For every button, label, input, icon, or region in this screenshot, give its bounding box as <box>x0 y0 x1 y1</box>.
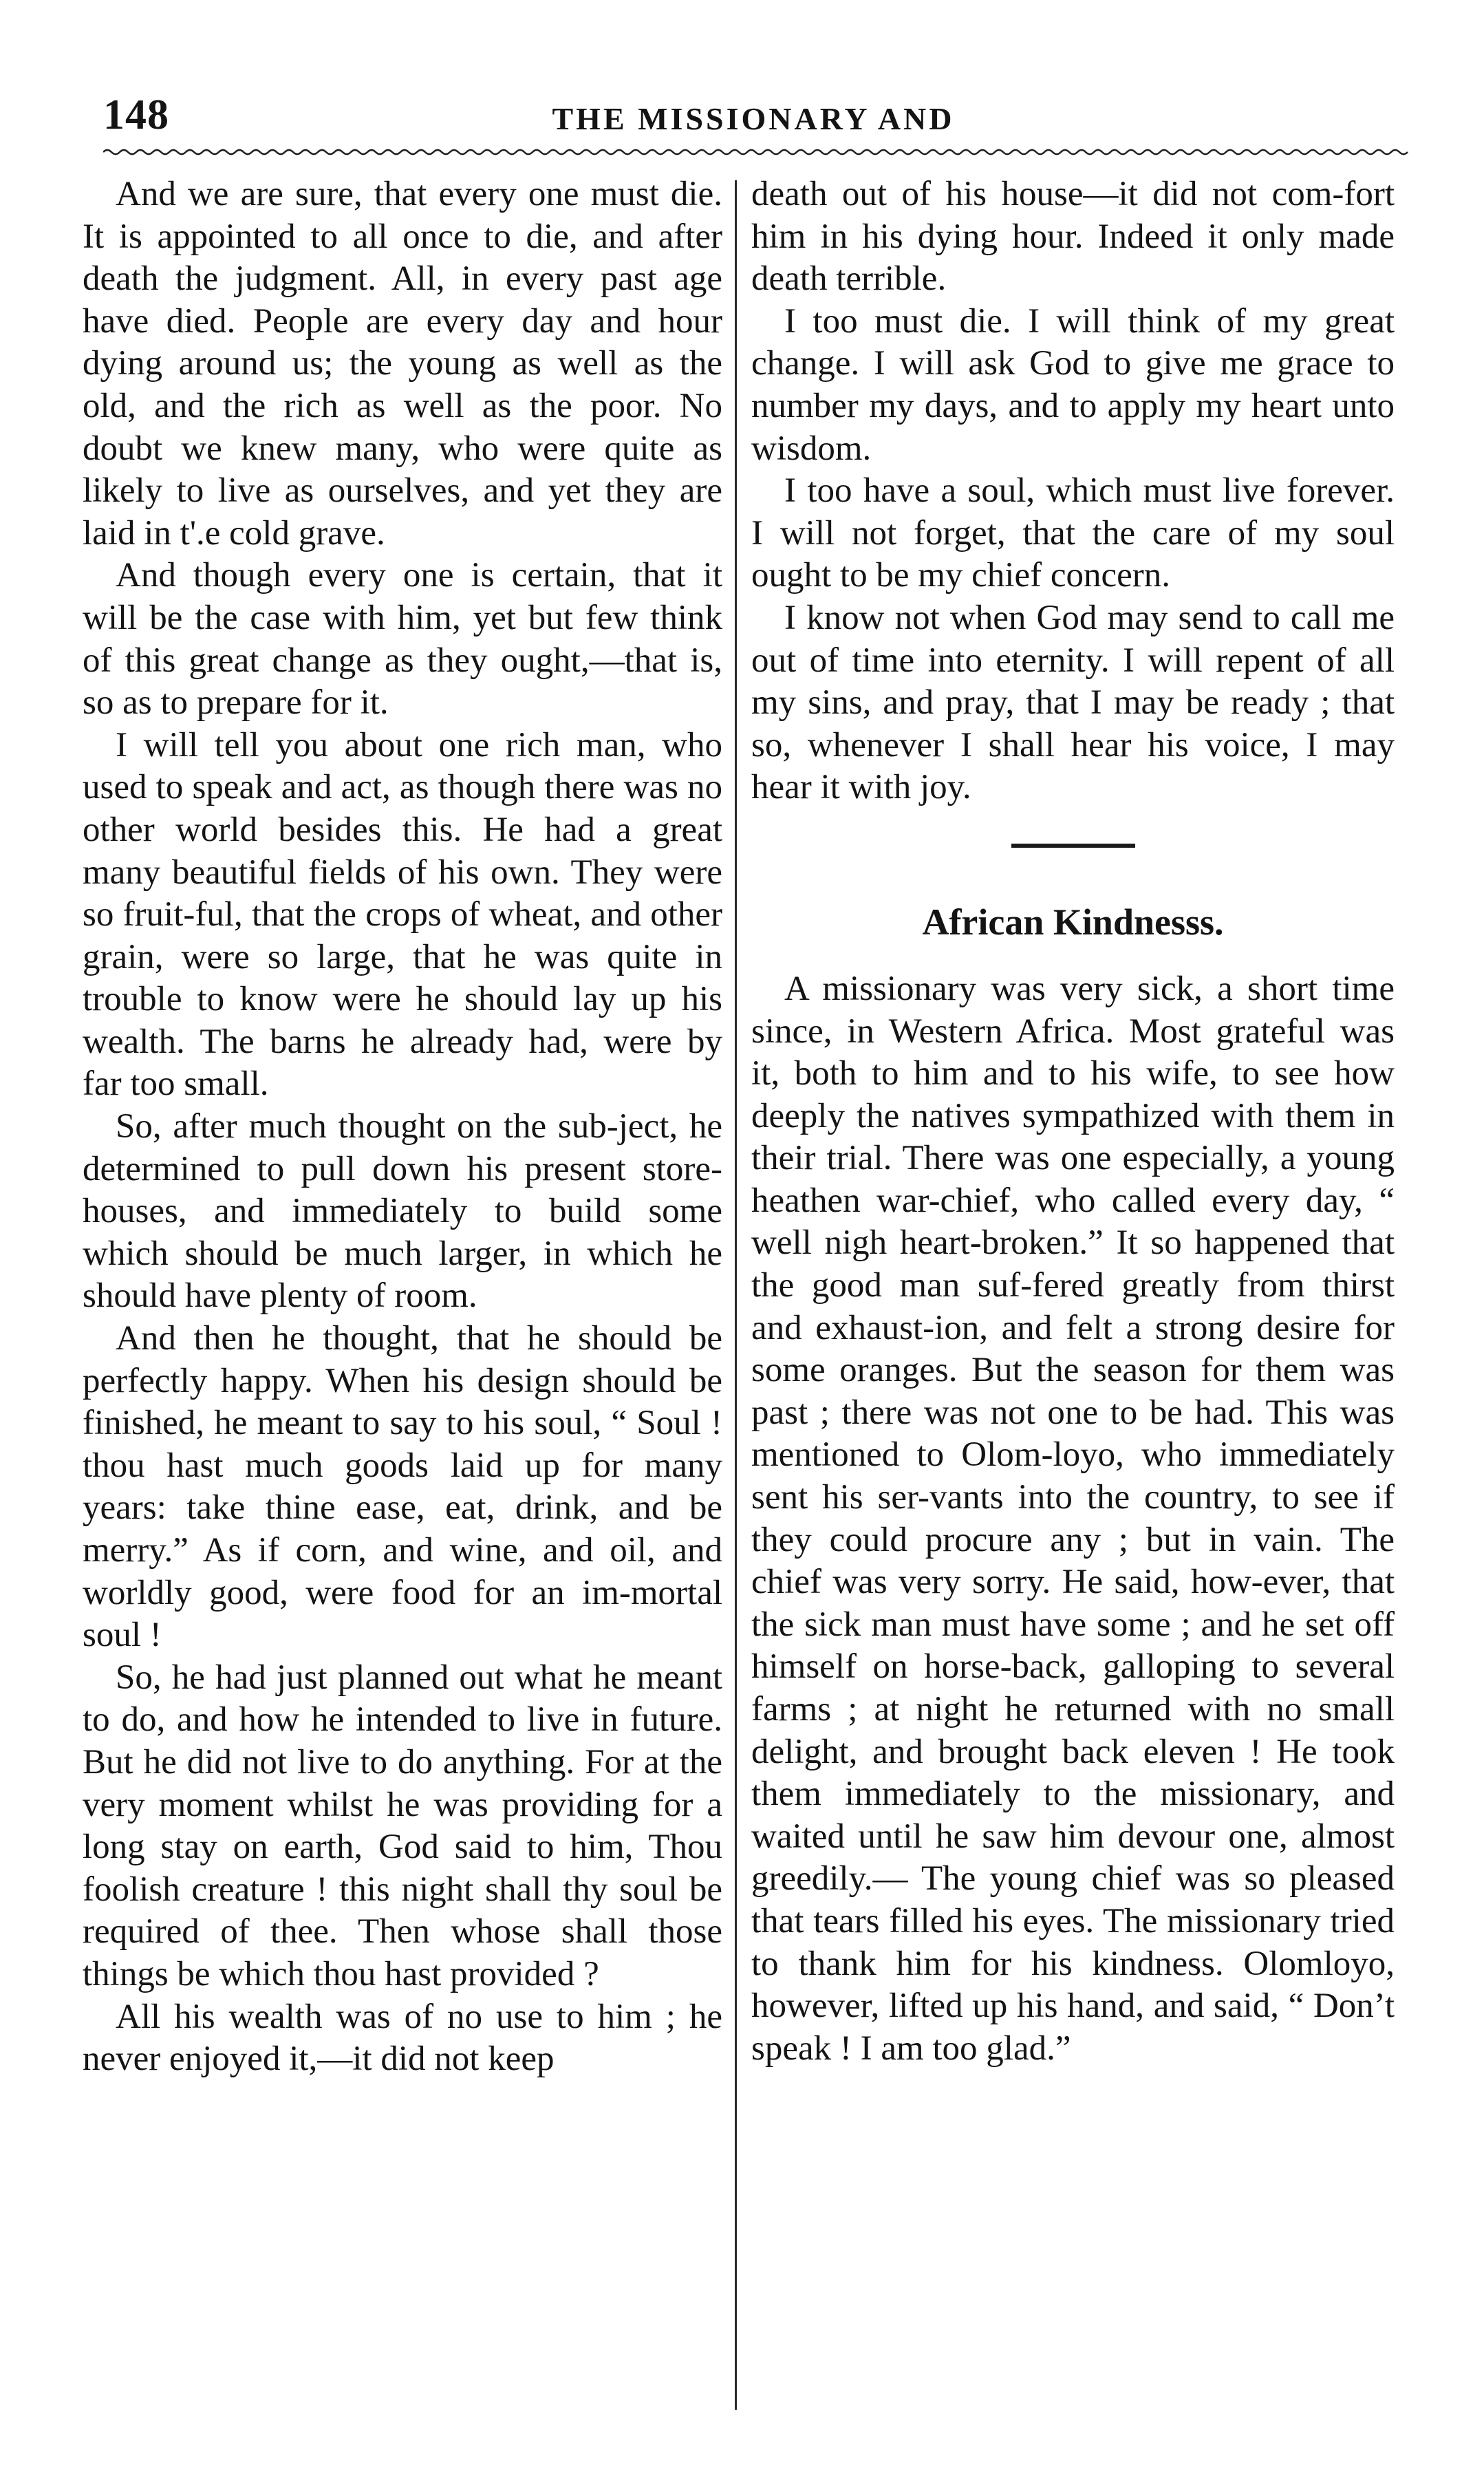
column-divider <box>735 180 737 2410</box>
header-wavy-rule <box>103 147 1410 157</box>
paragraph: I know not when God may send to call me out of time into eternity. I will repent of all my sins, and pray, that I may be ready ; that so, whenever I shall hear his voice, I may hear it with joy. <box>751 598 1395 807</box>
paragraph: So, he had just planned out what he meant to do, and how he intended to live in future. But he did not live to do anything. For at the very moment whilst he was providing for a long stay on earth, God said to him, Thou foolish creature ! this night shall thy soul be required of thee. Then whose shall those things be which thou hast provided ? <box>83 1658 722 1993</box>
section-title: African Kindnesss. <box>922 901 1224 943</box>
paragraph: I too have a soul, which must live forever. I will not forget, that the care of my soul ought to be my chief concern. <box>751 471 1395 595</box>
page-number: 148 <box>103 92 169 138</box>
left-column <box>83 173 722 2081</box>
paragraph: And then he thought, that he should be perfectly happy. When his design should be finished, he meant to say to his soul, “ Soul ! thou hast much goods laid up for many years: take thine ease, eat, drink, and be merry.” As if corn, and wine, and oil, and worldly good, were food for an im-mortal soul ! <box>83 1319 722 1655</box>
paragraph: All his wealth was of no use to him ; he never enjoyed it,—it did not keep <box>83 1997 722 2079</box>
running-head: THE MISSIONARY AND <box>552 101 955 136</box>
paragraph: So, after much thought on the sub-ject, he determined to pull down his present store-houses, and immediately to build some which should be much larger, in which he should have plenty of room. <box>83 1107 722 1316</box>
section-separator <box>1011 844 1135 848</box>
paragraph: death out of his house—it did not com-fort him in his dying hour. Indeed it only made death terrible. <box>751 175 1395 299</box>
paragraph: And though every one is certain, that it will be the case with him, yet but few think of this great change as they ought,—that is, so as to prepare for it. <box>83 556 722 723</box>
right-column <box>751 173 1395 2070</box>
paragraph: I too must die. I will think of my great change. I will ask God to give me grace to number my days, and to apply my heart unto wisdom. <box>751 301 1395 468</box>
page-header <box>96 83 1410 151</box>
paragraph: A missionary was very sick, a short time since, in Western Africa. Most grateful was it, both to him and to his wife, to see how deeply the natives sympathized with them in their trial. There was one especially, a young heathen war-chief, who called every day, “ well nigh heart-broken.” It so happened that the good man suf-fered greatly from thirst and exhaust-ion, and felt a strong desire for some oranges. But the season for them was past ; there was not one to be had. This was mentioned to Olom-loyo, who immediately sent his ser-vants into the country, to see if they could procure any ; but in vain. The chief was very sorry. He said, how-ever, that the sick man must have some ; and he set off himself on horse-back, galloping to several farms ; at night he returned with no small delight, and brought back eleven ! He took them immediately to the missionary, and waited until he saw him devour one, almost greedily.— The young chief was so pleased that tears filled his eyes. The missionary tried to thank him for his kindness. Olomloyo, however, lifted up his hand, and said, “ Don’t speak ! I am too glad.” <box>751 969 1395 2068</box>
paragraph: And we are sure, that every one must die. It is appointed to all once to die, and after death the judgment. All, in every past age have died. People are every day and hour dying around us; the young as well as the old, and the rich as well as the poor. No doubt we knew many, who were quite as likely to live as ourselves, and yet they are laid in t'.e cold grave. <box>83 175 722 553</box>
paragraph: I will tell you about one rich man, who used to speak and act, as though there was no other world besides this. He had a great many beautiful fields of his own. They were so fruit-ful, that the crops of wheat, and other grain, were so large, that he was quite in trouble to know were he should lay up his wealth. The barns he already had, were by far too small. <box>83 725 722 1104</box>
